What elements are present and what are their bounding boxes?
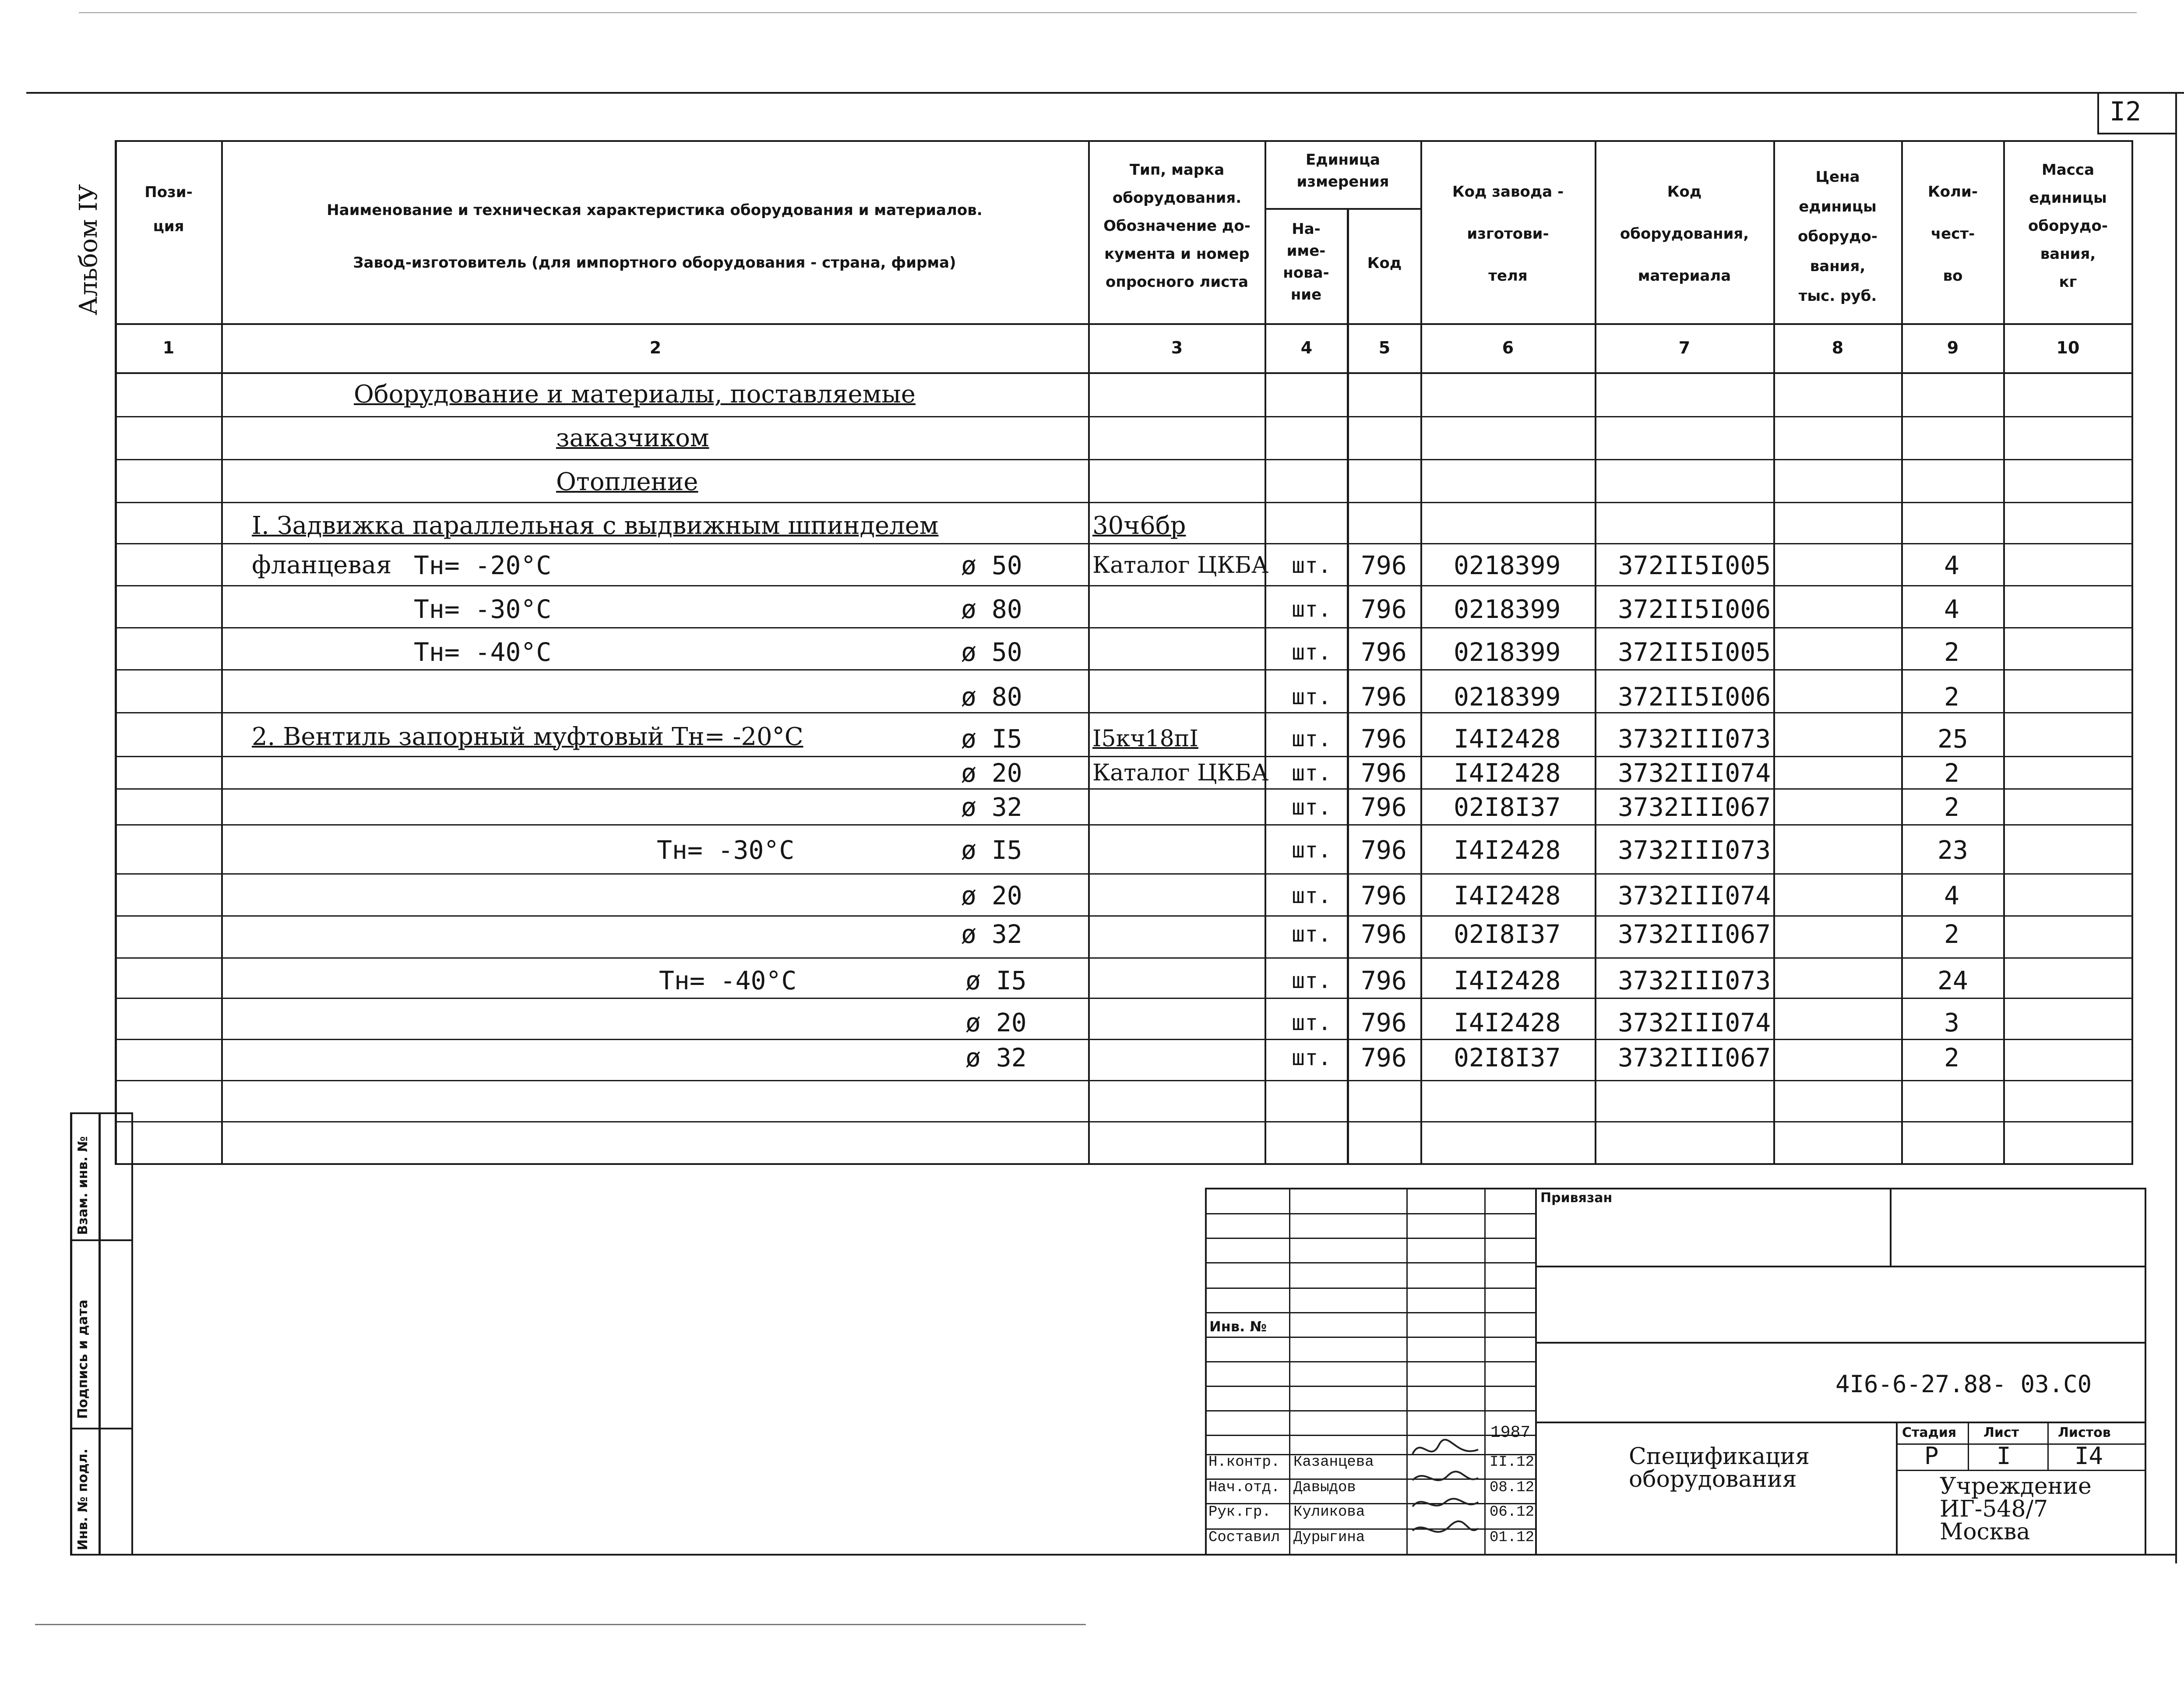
row-qty: 2 [1944,637,1959,667]
row-qty: 23 [1937,835,1968,865]
top-scan-line [79,12,2137,13]
row-unit: шт. [1292,726,1332,752]
row-plant-code: 02I8I37 [1454,919,1561,949]
page-number: I2 [2110,96,2142,127]
col-header-name: Наименование и техническая характеристика оборудования и материалов. Завод-изготовитель (для импортного оборудования - страна, фирма) [327,201,983,272]
bottom-scan-line [35,1624,1086,1625]
row-diameter: ø 20 [965,1008,1027,1037]
row-unit-code: 796 [1361,919,1407,949]
top-frame-line [26,92,2184,94]
row-diameter: ø 20 [961,758,1022,788]
col-number-4: 4 [1300,338,1313,357]
section-title-line2: заказчиком [556,424,709,452]
row-temp: Тн= -20°С [414,550,552,580]
col-number-6: 6 [1502,338,1514,357]
row-unit: шт. [1292,794,1332,820]
row-equip-code: 3732III074 [1618,758,1771,788]
row-plant-code: I4I2428 [1454,1008,1561,1037]
row-qty: 4 [1944,550,1959,580]
row-diameter: ø 32 [961,919,1022,949]
row-diameter: ø 80 [961,594,1022,624]
col-header-unit-group: Единица измерения [1296,151,1389,191]
page-number-box-left [2097,92,2099,134]
row-diameter: ø 80 [961,682,1022,712]
item1-type: 30ч6бр [1092,512,1186,540]
col-header-unit-name: На- име- нова- ние [1283,220,1329,303]
name-durygina: Дурыгина [1293,1529,1365,1546]
row-plant-code: I4I2428 [1454,966,1561,995]
row-unit: шт. [1292,883,1332,908]
row-temp: Тн= -30°С [657,835,795,865]
side-stamp-inv-podl: Инв. № подл. [75,1448,91,1550]
side-stamp-vzam: Взам. инв. № [75,1136,91,1235]
col-header-plant-code: Код завода - изготови- теля [1452,183,1564,285]
col-header-equip-code: Код оборудования, материала [1620,183,1749,285]
item2-title: 2. Вентиль запорный муфтовый Тн= -20°С [252,723,803,751]
row-unit-code: 796 [1361,637,1407,667]
row-equip-code: 3732III073 [1618,724,1771,754]
album-label: Альбом IУ [74,184,103,315]
name-kazantseva: Казанцева [1293,1454,1374,1471]
row-equip-code: 3732III067 [1618,792,1771,822]
section-subtitle: Отопление [556,468,698,496]
col-number-10: 10 [2056,338,2080,357]
row-diameter: ø 20 [961,881,1022,910]
row-unit-code: 796 [1361,881,1407,910]
row-unit-code: 796 [1361,792,1407,822]
col-header-position: Пози- ция [144,183,193,235]
col-number-7: 7 [1678,338,1691,357]
col-header-price: Цена единицы оборудо- вания, тыс. руб. [1798,168,1878,305]
row-plant-code: I4I2428 [1454,835,1561,865]
row-unit-code: 796 [1361,724,1407,754]
year: 1987 [1490,1423,1531,1442]
row-unit: шт. [1292,1010,1332,1035]
item1-flange: фланцевая [252,551,392,579]
date-kulikova: 06.12 [1490,1504,1535,1521]
row-equip-code: 372II5I005 [1618,550,1771,580]
row-plant-code: I4I2428 [1454,724,1561,754]
col-header-mass: Масса единицы оборудо- вания, кг [2028,161,2108,291]
stage-value: Р [1924,1442,1939,1470]
date-kazantseva: II.12 [1490,1454,1535,1471]
document-title: Спецификация оборудования [1629,1443,1810,1492]
row-equip-code: 372II5I006 [1618,594,1771,624]
row-plant-code: 0218399 [1454,682,1561,712]
row-qty: 4 [1944,594,1959,624]
row-qty: 2 [1944,792,1959,822]
row-unit: шт. [1292,553,1332,578]
row-diameter: ø 32 [965,1043,1027,1073]
col-number-1: 1 [162,338,175,357]
row-unit-code: 796 [1361,1043,1407,1073]
col-number-8: 8 [1832,338,1844,357]
row-plant-code: 0218399 [1454,594,1561,624]
row-type: Каталог ЦКБА [1092,552,1269,579]
row-plant-code: 0218399 [1454,550,1561,580]
sheet-value: I [1997,1442,2011,1470]
row-diameter: ø I5 [965,966,1027,995]
role-ruk-gr: Рук.гр. [1208,1504,1271,1521]
item1-title: I. Задвижка параллельная с выдвижным шпинделем [252,512,939,540]
row-equip-code: 3732III073 [1618,966,1771,995]
row-equip-code: 372II5I005 [1618,637,1771,667]
stage-label: Стадия [1902,1425,1957,1440]
row-equip-code: 372II5I006 [1618,682,1771,712]
row-unit: шт. [1292,968,1332,993]
row-diameter: ø 50 [961,550,1022,580]
role-sostavil: Составил [1208,1529,1280,1546]
row-unit-code: 796 [1361,1008,1407,1037]
row-unit: шт. [1292,837,1332,863]
row-type: I5кч18пI [1092,726,1198,752]
col-header-qty: Коли- чест- во [1928,183,1978,285]
row-equip-code: 3732III073 [1618,835,1771,865]
row-plant-code: 02I8I37 [1454,1043,1561,1073]
row-plant-code: I4I2428 [1454,881,1561,910]
organization: Учреждение ИГ-548/7 Москва [1940,1473,2092,1545]
col-number-5: 5 [1378,338,1391,357]
document-code: 4I6-6-27.88- 03.C0 [1835,1370,2092,1398]
row-qty: 3 [1944,1008,1959,1037]
row-qty: 2 [1944,1043,1959,1073]
row-plant-code: I4I2428 [1454,758,1561,788]
row-equip-code: 3732III067 [1618,1043,1771,1073]
row-equip-code: 3732III067 [1618,919,1771,949]
row-unit: шт. [1292,921,1332,947]
row-plant-code: 0218399 [1454,637,1561,667]
row-diameter: ø 50 [961,637,1022,667]
row-unit-code: 796 [1361,682,1407,712]
col-number-3: 3 [1171,338,1183,357]
row-qty: 25 [1937,724,1968,754]
row-qty: 2 [1944,682,1959,712]
inv-no-label: Инв. № [1209,1318,1267,1335]
date-durygina: 01.12 [1490,1529,1535,1546]
row-unit-code: 796 [1361,550,1407,580]
row-unit-code: 796 [1361,594,1407,624]
sheets-value: I4 [2075,1442,2103,1470]
row-qty: 24 [1937,966,1968,995]
privyazan-label: Привязан [1540,1190,1613,1206]
page-number-box-bottom [2097,133,2176,134]
row-plant-code: 02I8I37 [1454,792,1561,822]
row-qty: 2 [1944,758,1959,788]
row-unit-code: 796 [1361,758,1407,788]
row-qty: 4 [1944,881,1959,910]
row-temp: Тн= -40°С [414,637,552,667]
row-qty: 2 [1944,919,1959,949]
right-frame-line [2175,92,2177,1563]
side-stamp-podpis: Подпись и дата [75,1299,91,1419]
row-unit-code: 796 [1361,966,1407,995]
row-unit: шт. [1292,760,1332,786]
sheet-label: Лист [1983,1425,2019,1440]
row-unit-code: 796 [1361,835,1407,865]
section-title-line1: Оборудование и материалы, поставляемые [354,380,916,409]
date-davydov: 08.12 [1490,1479,1535,1496]
row-temp: Тн= -40°С [659,966,797,995]
row-unit: шт. [1292,1045,1332,1070]
role-nach-otd: Нач.отд. [1208,1479,1280,1496]
row-type: Каталог ЦКБА [1092,760,1269,786]
col-number-2: 2 [649,338,662,357]
col-header-unit-code: Код [1367,254,1402,272]
row-temp: Тн= -30°С [414,594,552,624]
row-diameter: ø I5 [961,835,1022,865]
row-unit: шт. [1292,684,1332,709]
row-equip-code: 3732III074 [1618,881,1771,910]
row-diameter: ø 32 [961,792,1022,822]
row-unit: шт. [1292,639,1332,665]
name-kulikova: Куликова [1293,1504,1365,1521]
signature-marks [1408,1436,1483,1555]
row-unit: шт. [1292,596,1332,622]
col-number-9: 9 [1947,338,1959,357]
name-davydov: Давыдов [1293,1479,1356,1496]
role-n-kontr: Н.контр. [1208,1454,1280,1471]
col-header-type: Тип, марка оборудования. Обозначение до- кумента и номер опросного листа [1103,161,1251,291]
row-equip-code: 3732III074 [1618,1008,1771,1037]
row-diameter: ø I5 [961,724,1022,754]
sheets-label: Листов [2058,1425,2111,1440]
